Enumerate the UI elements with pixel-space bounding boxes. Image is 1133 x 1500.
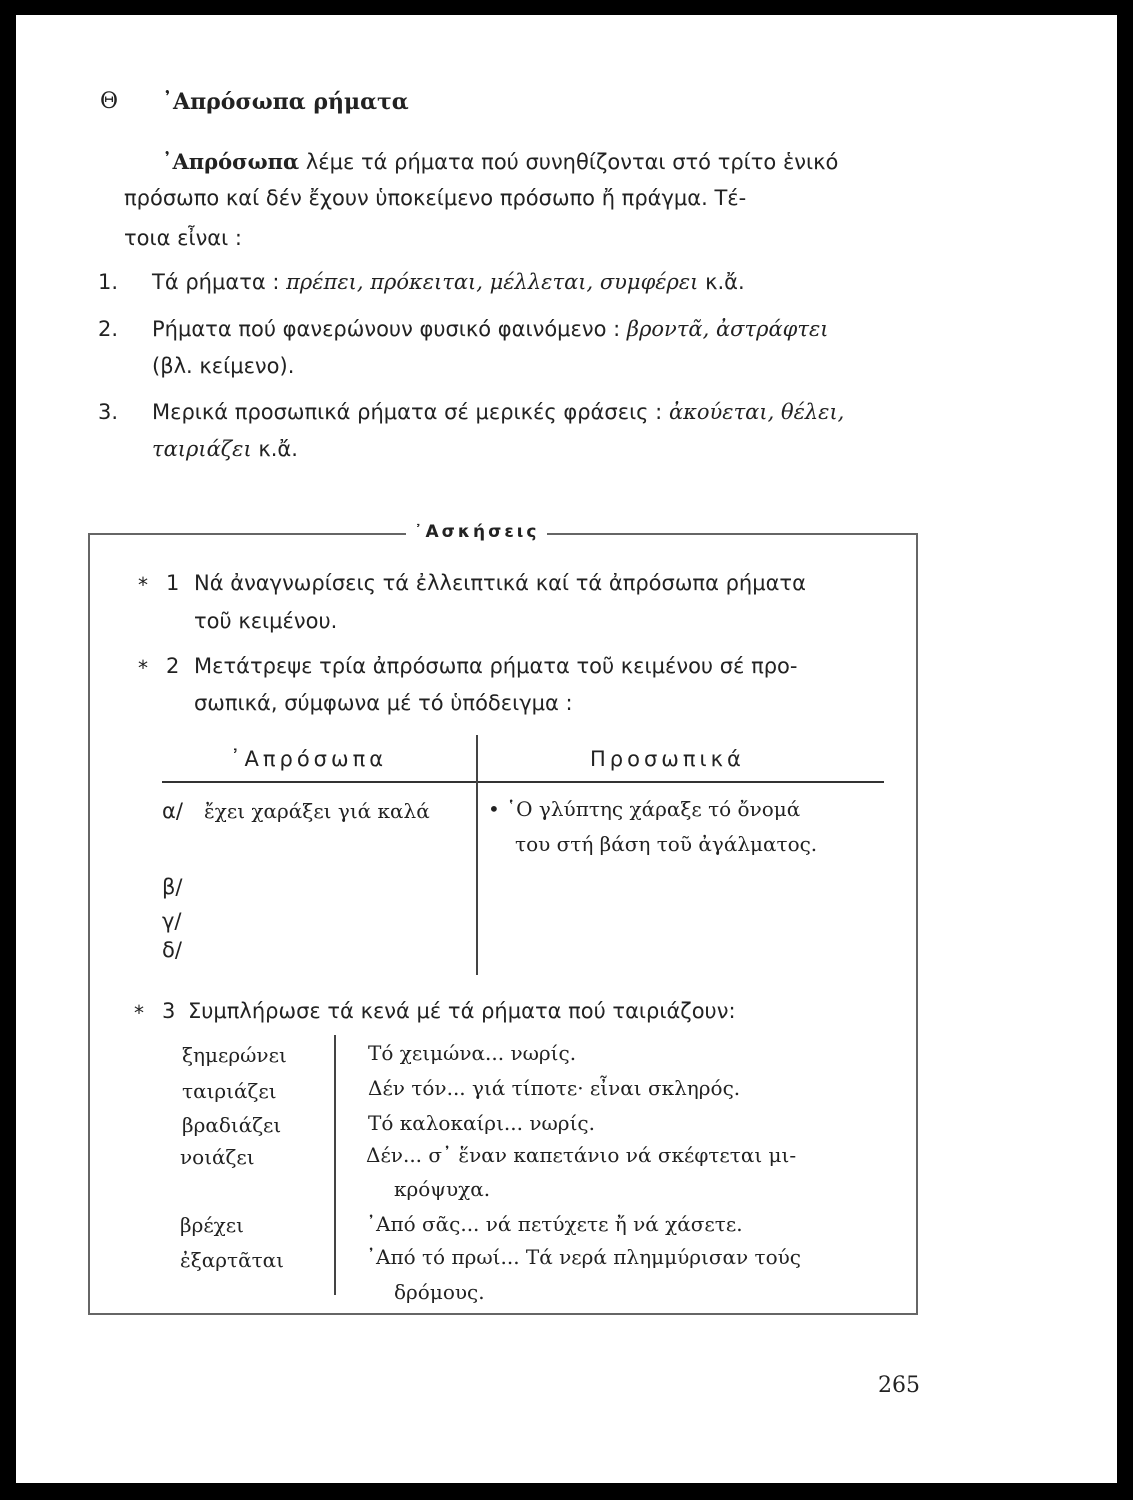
verb-option: βρέχει: [180, 1213, 245, 1237]
exercises-box: [88, 522, 918, 1315]
fill-in-sentence: Δέν... σ᾿ ἕναν καπετάνιο νά σκέφτεται μι-: [366, 1143, 797, 1167]
fill-in-sentence: ᾿Από τό πρωί... Τά νερά πλημμύρισαν τούς: [366, 1245, 801, 1269]
book-page: [16, 15, 1117, 1483]
section-title: ᾿Απρόσωπα ρήματα: [162, 89, 409, 115]
exercise-number: 2: [166, 654, 180, 678]
verb-option: νοιάζει: [180, 1145, 255, 1169]
list-number: 2.: [98, 317, 119, 341]
intro-line-2: πρόσωπο καί δέν ἔχουν ὑποκείμενο πρόσωπο ἤ πράγμα. Τέ-: [124, 186, 747, 210]
intro-line-3: τοια εἶναι :: [124, 226, 243, 250]
intro-bold-term: ᾿Απρόσωπα: [162, 149, 300, 174]
fill-in-sentence: Τό χειμώνα... νωρίς.: [368, 1041, 577, 1065]
exercise-star: *: [138, 656, 148, 680]
exercise-1-line-2: τοῦ κειμένου.: [194, 609, 338, 633]
verb-option: ξημερώνει: [182, 1043, 287, 1067]
column-header-personal: Προσωπικά: [590, 747, 745, 771]
table-column-divider: [476, 735, 478, 975]
table-row-label: α/: [162, 799, 183, 823]
list-item-continuation: ταιριάζει κ.ἄ.: [152, 437, 298, 461]
page-number: 265: [878, 1373, 920, 1398]
exercises-heading: ᾿Ασκήσεις: [406, 522, 547, 542]
fill-in-divider: [334, 1035, 336, 1145]
exercise-1-line-1: Νά ἀναγνωρίσεις τά ἐλλειπτικά καί τά ἀπρόσωπα ρήματα: [194, 571, 806, 595]
fill-in-sentence: Δέν τόν... γιά τίποτε· εἶναι σκληρός.: [368, 1076, 741, 1100]
list-number: 1.: [98, 270, 119, 294]
exercise-2-line-2: σωπικά, σύμφωνα μέ τό ὑπόδειγμα :: [194, 691, 573, 715]
verb-option: ἐξαρτᾶται: [180, 1248, 284, 1272]
fill-in-sentence-continuation: δρόμους.: [394, 1280, 485, 1304]
column-header-impersonal: ᾿Απρόσωπα: [230, 747, 388, 771]
list-item: Τά ρήματα : πρέπει, πρόκειται, μέλλεται, συμφέρει κ.ἄ.: [152, 270, 745, 294]
table-cell-impersonal: ἔχει χαράξει γιά καλά: [204, 799, 430, 823]
table-row-label: δ/: [162, 938, 182, 962]
verb-option: βραδιάζει: [182, 1113, 282, 1137]
exercise-number: 3: [162, 999, 176, 1023]
intro-line-1: ᾿Απρόσωπα λέμε τά ρήματα πού συνηθίζονται στό τρίτο ἑνικό: [162, 149, 839, 174]
fill-in-divider-lower: [334, 1145, 336, 1295]
list-number: 3.: [98, 400, 119, 424]
list-item-continuation: (βλ. κείμενο).: [152, 354, 295, 378]
fill-in-sentence: ᾿Από σᾶς... νά πετύχετε ἤ νά χάσετε.: [366, 1212, 743, 1236]
verb-option: ταιριάζει: [182, 1079, 277, 1103]
exercise-number: 1: [166, 571, 180, 595]
table-header-divider: [162, 781, 884, 783]
exercise-star: *: [138, 573, 148, 597]
fill-in-sentence: Τό καλοκαίρι... νωρίς.: [368, 1111, 595, 1135]
list-item: Μερικά προσωπικά ρήματα σέ μερικές φράσεις : ἀκούεται, θέλει,: [152, 400, 845, 424]
table-cell-personal-continuation: του στή βάση τοῦ ἀγάλματος.: [515, 832, 818, 856]
exercise-2-line-1: Μετάτρεψε τρία ἀπρόσωπα ρήματα τοῦ κειμένου σέ προ-: [194, 654, 798, 678]
exercise-3-line-1: Συμπλήρωσε τά κενά μέ τά ρήματα πού ταιριάζουν:: [188, 999, 736, 1023]
list-item: Ρήματα πού φανερώνουν φυσικό φαινόμενο : βροντᾶ, ἀστράφτει: [152, 317, 829, 341]
section-marker: Θ: [100, 89, 119, 114]
table-row-label: γ/: [162, 909, 182, 933]
table-row-label: β/: [162, 875, 183, 899]
fill-in-sentence-continuation: κρόψυχα.: [394, 1177, 491, 1201]
exercise-star: *: [134, 1001, 144, 1025]
table-cell-personal: • ῾Ο γλύπτης χάραξε τό ὄνομά: [488, 797, 801, 821]
